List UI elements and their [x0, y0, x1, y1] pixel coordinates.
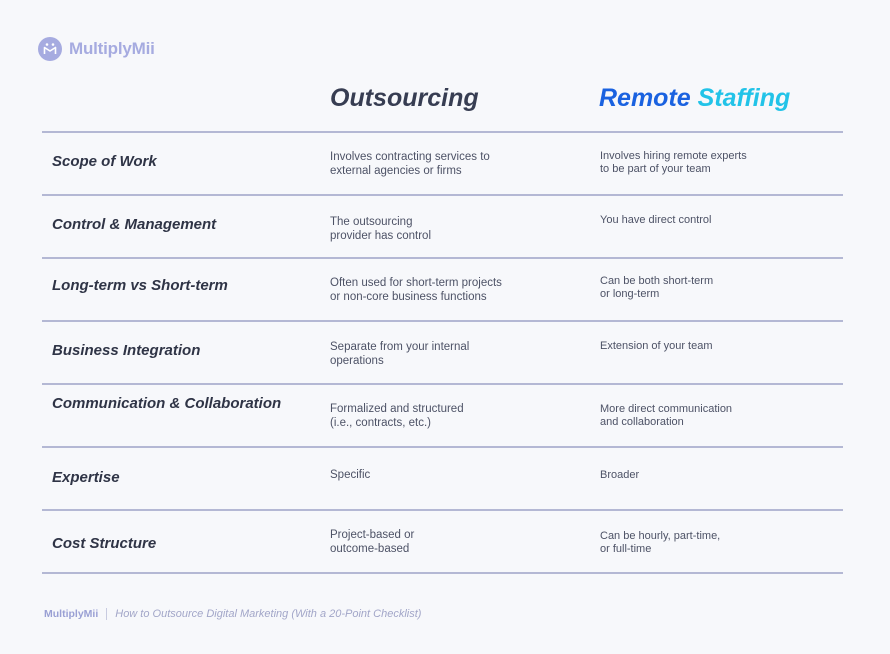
footer-brand: MultiplyMii: [44, 608, 99, 620]
outsourcing-cell: Separate from your internal operations: [330, 341, 470, 367]
row-label: Long-term vs Short-term: [52, 277, 228, 294]
row-label: Expertise: [52, 469, 120, 486]
table-row: [42, 195, 843, 257]
brand-logo: [38, 37, 155, 61]
footer: [44, 608, 421, 620]
brand-name: MultiplyMii: [69, 39, 155, 58]
heading-word-staffing: Staffing: [697, 84, 791, 112]
table-row: [42, 321, 843, 383]
remote-staffing-cell: More direct communication and collaboration: [600, 403, 733, 428]
table-row: [42, 384, 843, 446]
remote-staffing-cell: You have direct control: [600, 214, 712, 226]
column-heading-remote-staffing: [599, 84, 790, 113]
row-label: Scope of Work: [52, 153, 157, 170]
table-row: [42, 510, 843, 572]
table-row: [42, 258, 843, 320]
outsourcing-cell: Project-based or outcome-based: [330, 529, 415, 555]
outsourcing-cell: The outsourcing provider has control: [330, 216, 431, 242]
row-label: Business Integration: [52, 342, 201, 359]
table-divider: [42, 572, 843, 574]
outsourcing-cell: Specific: [330, 469, 371, 481]
remote-staffing-cell: Extension of your team: [600, 340, 713, 352]
remote-staffing-cell: Broader: [600, 469, 640, 481]
outsourcing-cell: Often used for short-term projects or non-core business functions: [330, 277, 502, 303]
heading-word-remote: Remote: [599, 84, 691, 112]
table-row: [42, 132, 843, 194]
remote-staffing-cell: Involves hiring remote experts to be part of your team: [600, 150, 747, 175]
outsourcing-cell: Formalized and structured (i.e., contracts, etc.): [330, 403, 464, 429]
multiplymii-logo-icon: [38, 37, 62, 61]
column-heading-outsourcing: Outsourcing: [330, 84, 479, 112]
footer-caption: How to Outsource Digital Marketing (With a 20-Point Checklist): [115, 608, 422, 620]
row-label: Communication & Collaboration: [52, 395, 282, 412]
row-label: Cost Structure: [52, 535, 157, 552]
footer-divider: [106, 608, 107, 620]
row-label: Control & Management: [52, 216, 217, 233]
remote-staffing-cell: Can be hourly, part-time, or full-time: [600, 530, 721, 555]
table-row: [42, 447, 843, 509]
remote-staffing-cell: Can be both short-term or long-term: [600, 275, 714, 300]
outsourcing-cell: Involves contracting services to external agencies or firms: [330, 151, 490, 177]
